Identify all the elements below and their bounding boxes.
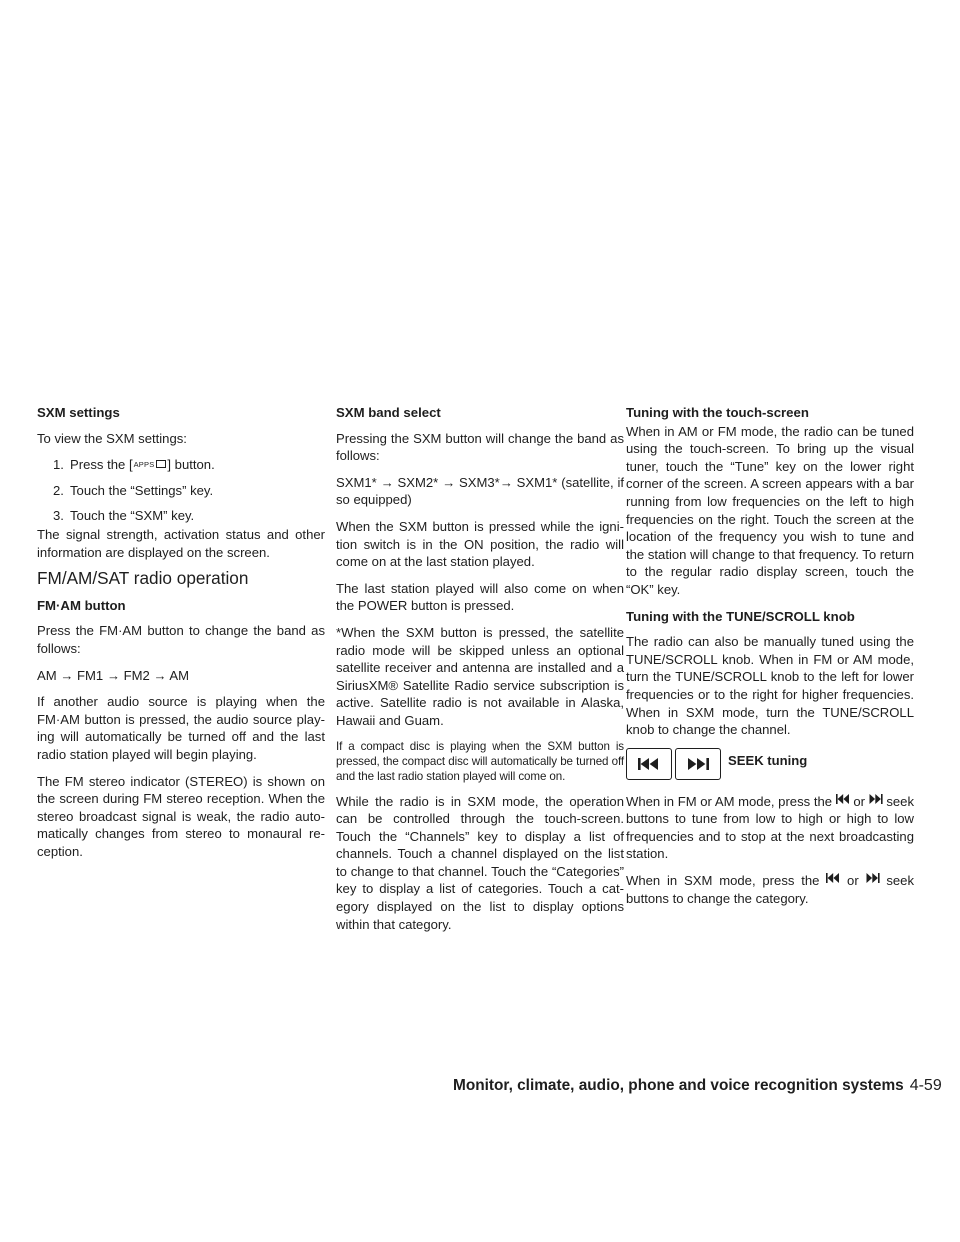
- band-select-p3: When the SXM button is pressed while the igni- tion switch is in the ON position, the radio will come on at the last station played.: [336, 518, 624, 570]
- fmam-sequence: AM → FM1 → FM2 → AM: [37, 667, 190, 683]
- band-select-p4: The last station played will also come on when the POWER button is pressed.: [336, 580, 624, 614]
- band-select-p5: *When the SXM button is pressed, the satellite radio mode will be skipped unless an optional satellite receiver and antenna are installed and a SiriusXM® Satellite Radio service subscription is active. Satellite radio is not available in Alaska, Hawaii and Guam.: [336, 624, 624, 728]
- seek-forward-small-icon: [866, 873, 880, 883]
- footer-section-title: Monitor, climate, audio, phone and voice recognition systems: [453, 1077, 904, 1094]
- seek-forward-icon: [675, 748, 721, 780]
- band-select-p2: SXM1* → SXM2* → SXM3*→ SXM1* (satellite, if so equipped): [336, 474, 624, 508]
- seek-p2: When in SXM mode, press the or seek buttons to change the category.: [626, 873, 914, 906]
- fmam-heading: FM·AM button: [37, 597, 126, 613]
- apps-button-icon: APPS: [134, 456, 167, 474]
- seek-back-small-icon: [826, 873, 840, 883]
- sxm-settings-heading: SXM settings: [37, 405, 120, 420]
- seek-forward-small-icon: [869, 794, 883, 804]
- fmam-p1: Press the FM·AM button to change the band as follows:: [37, 623, 325, 656]
- page-number: 4-59: [909, 1077, 942, 1094]
- knob-tuning-p1: The radio can also be manually tuned using the TUNE/SCROLL knob. When in FM or AM mode, turn the TUNE/SCROLL knob to the left for lower frequencies or to the right for higher frequencies. When in SXM mode, turn the TUNE/SCROLL knob to change the channel.: [626, 634, 914, 738]
- sxm-settings-steps: [37, 456, 325, 525]
- sxm-settings-note: The signal strength, activation status and other information are displayed on the screen.: [37, 526, 325, 560]
- column-3: [626, 404, 914, 916]
- seek-tuning-header: [626, 748, 914, 780]
- step-3: 3. Touch the “SXM” key.: [53, 508, 195, 524]
- column-2: [336, 404, 624, 942]
- page-footer: [453, 1077, 942, 1095]
- step-1: 1. Press the [APPS ] button.: [53, 457, 215, 473]
- band-select-p1: Pressing the SXM button will change the band as follows:: [336, 430, 624, 464]
- touch-tuning-heading: Tuning with the touch-screen: [626, 405, 809, 420]
- touch-tuning-p1: When in AM or FM mode, the radio can be tuned using the touch-screen. To bring up the visual tuner, touch the “Tune” key on the lower right corner of the screen. A screen appears with a bar running from low frequencies on the left to high frequencies on the right. Touch the screen at the location of the frequency you wish to tune and the station will change to that frequency. To return to the regular radio display screen, touch the “OK” key.: [626, 423, 914, 597]
- seek-p1: When in FM or AM mode, press the or seek buttons to tune from low to high or high to low frequencies and to stop at the next broadcasting station.: [626, 793, 914, 862]
- band-select-heading: SXM band select: [336, 405, 441, 420]
- section-title: FM/AM/SAT radio operation: [37, 568, 249, 589]
- step-2: 2. Touch the “Settings” key.: [53, 482, 214, 498]
- seek-back-small-icon: [836, 794, 850, 804]
- band-select-p6: While the radio is in SXM mode, the operation can be controlled through the touch-screen. Touch the “Channels” key to display a list of channels. Touch a channel displayed on the list to change to that channel. Touch the “Categories” key to display a list of categories. Touch a cat- egory displayed on the list to display options within that category.: [336, 793, 624, 932]
- band-select-note: If a compact disc is playing when the SXM button is pressed, the compact disc will automatically be turned off and the last radio station played will come on.: [336, 739, 624, 783]
- sxm-settings-intro: To view the SXM settings:: [37, 430, 187, 446]
- fmam-p3: The FM stereo indicator (STEREO) is shown on the screen during FM stereo reception. When the stereo broadcast signal is weak, the radio auto- matically changes from stereo to monaural re- ception.: [37, 773, 325, 859]
- column-1: [37, 404, 325, 869]
- seek-back-icon: [626, 748, 672, 780]
- fmam-p2: If another audio source is playing when the FM·AM button is pressed, the audio source play- ing will automatically be turned off and the last radio station played will begin playing.: [37, 694, 325, 762]
- knob-tuning-heading: Tuning with the TUNE/SCROLL knob: [626, 608, 855, 624]
- seek-tuning-heading: SEEK tuning: [728, 752, 808, 768]
